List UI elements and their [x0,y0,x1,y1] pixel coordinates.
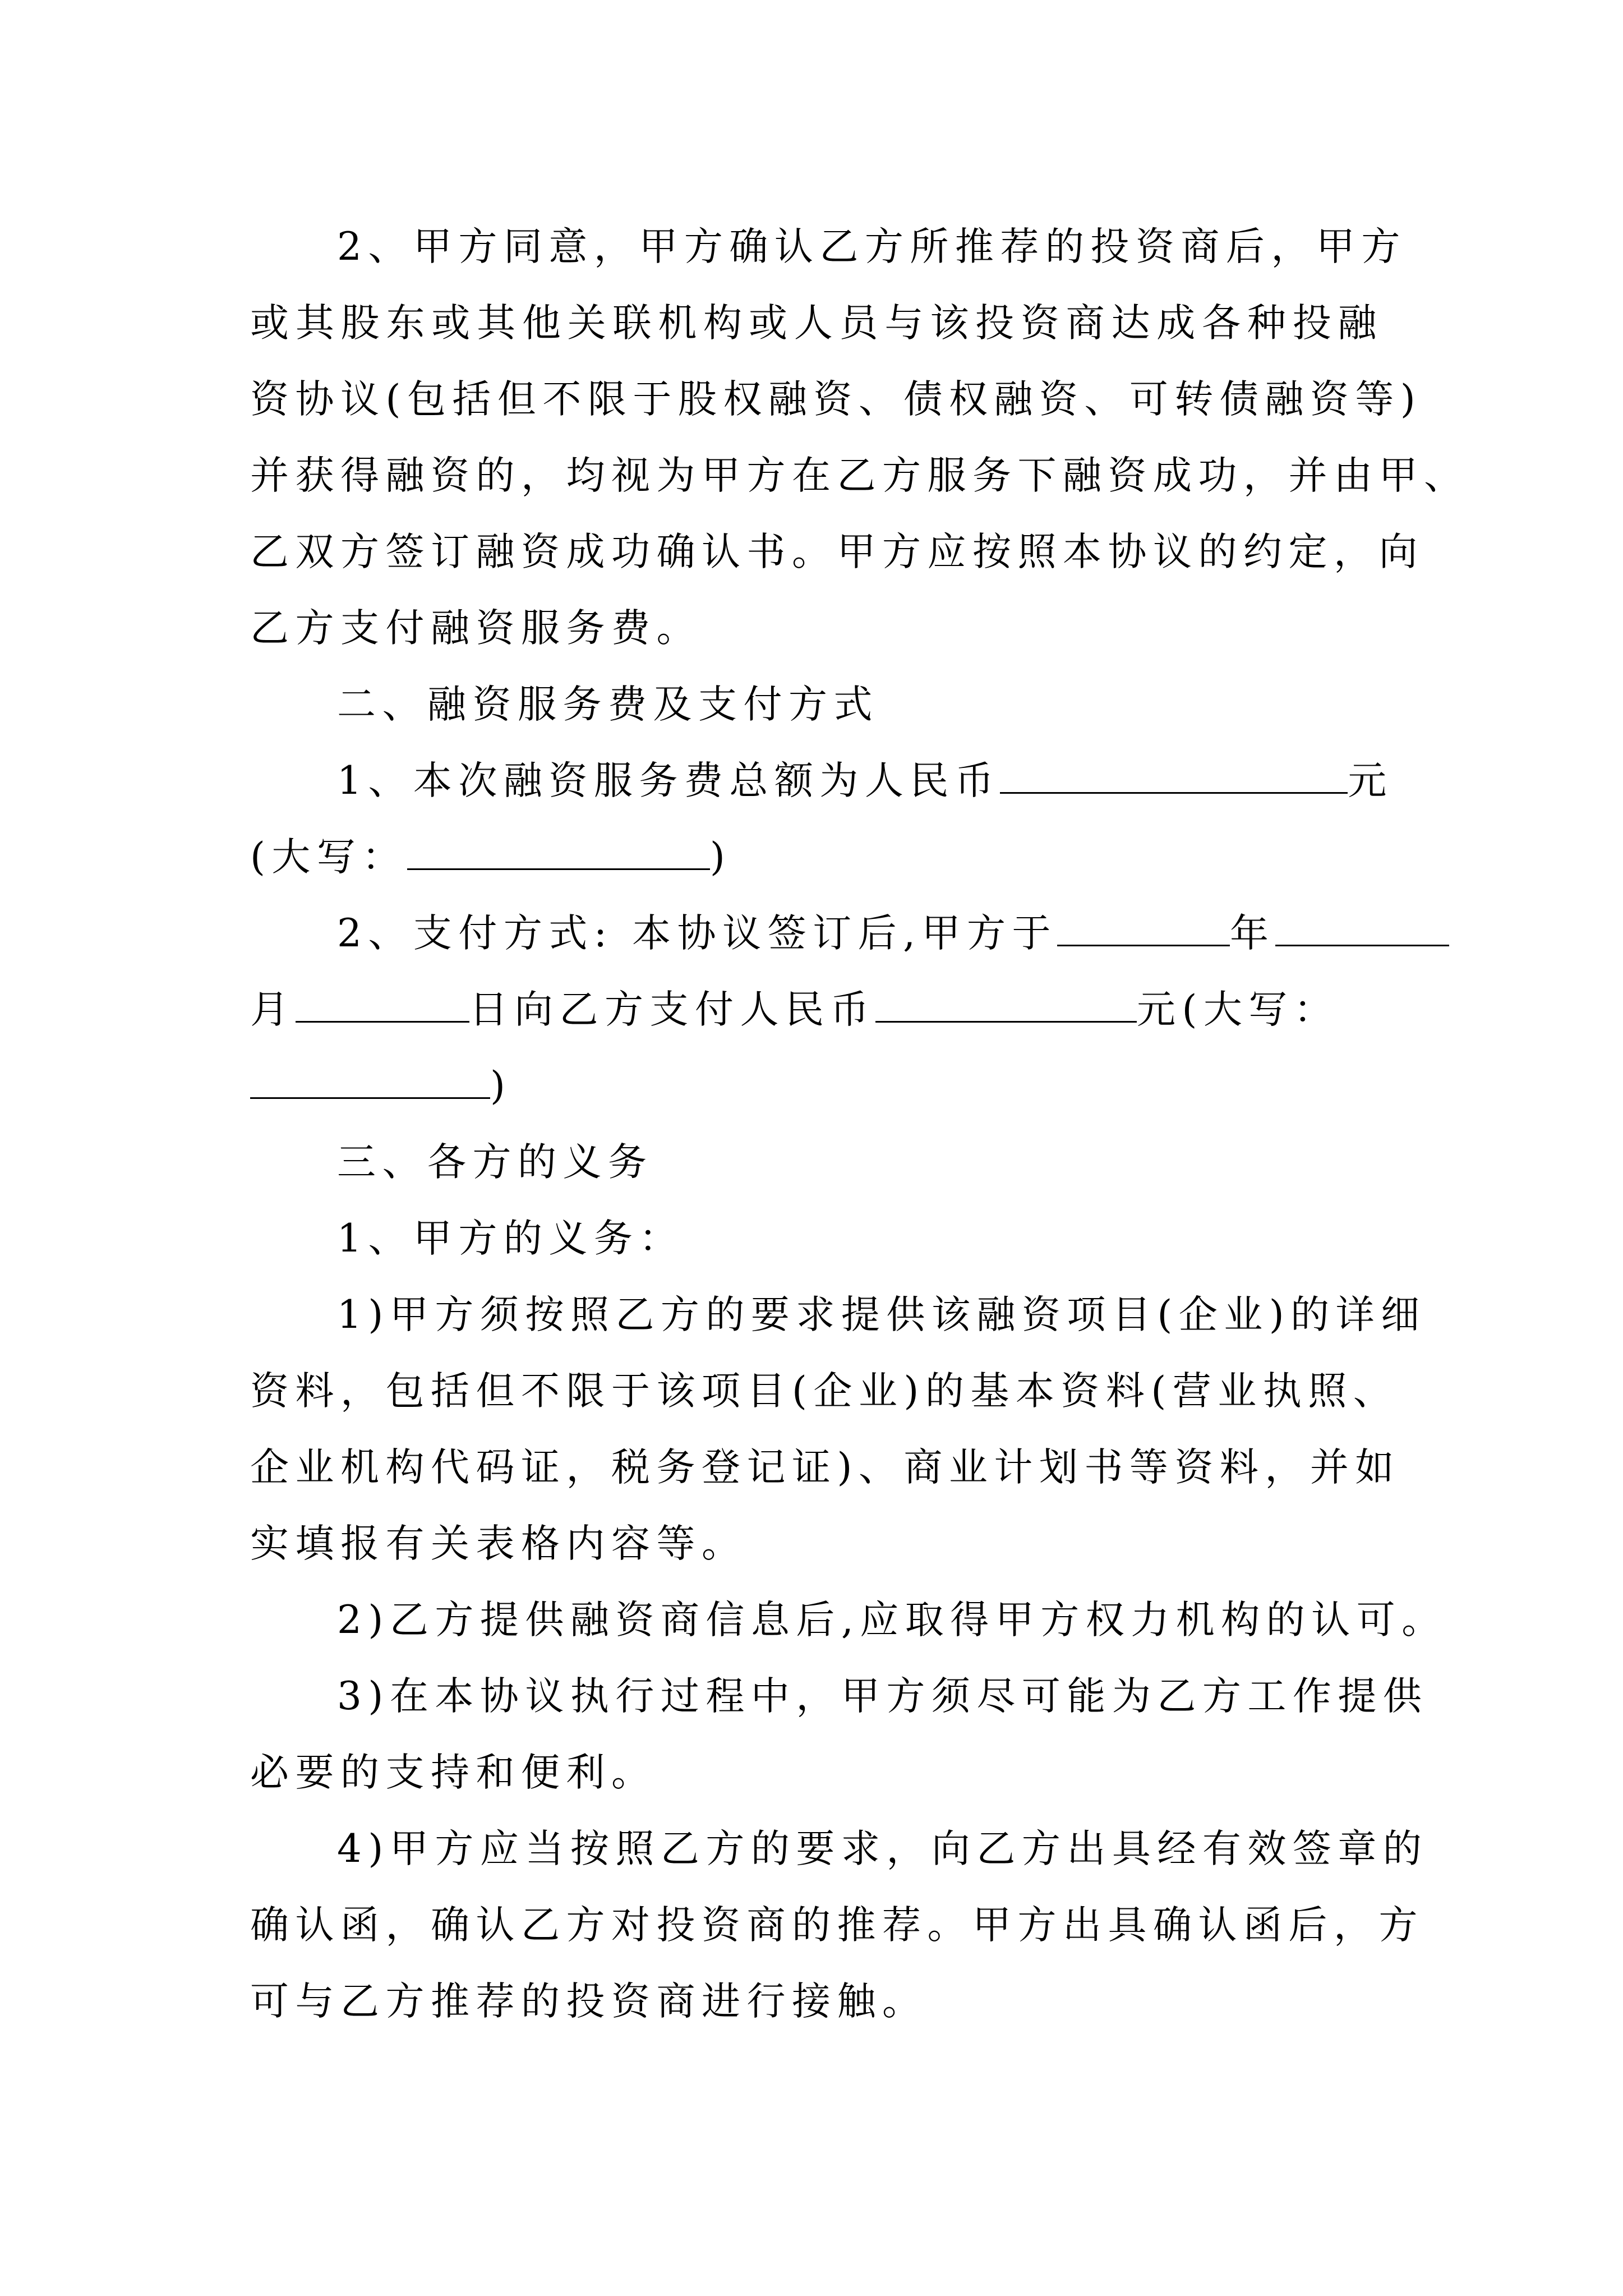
fee-total-prefix: 1、本次融资服务费总额为人民币 [337,758,1000,803]
fee-total-line [250,743,1393,819]
payment-day-text: 日向乙方支付人民币 [469,987,875,1032]
paragraph-line: 3)在本协议执行过程中，甲方须尽可能为乙方工作提供 [337,1674,1428,1719]
paragraph-line: 乙双方签订融资成功确认书。甲方应按照本协议的约定，向 [250,530,1424,574]
paragraph-line: 乙方支付融资服务费。 [250,606,702,651]
paragraph-line: 2)乙方提供融资商信息后,应取得甲方权力机构的认可。 [337,1598,1447,1642]
paragraph-line: 4)甲方应当按照乙方的要求，向乙方出具经有效签章的 [337,1826,1428,1871]
paragraph-line: 确认函，确认乙方对投资商的推荐。甲方出具确认函后，方 [250,1903,1424,1948]
payment-line-2 [250,972,1383,1048]
payment-line-3 [250,1048,1383,1124]
subsection-heading: 1、甲方的义务： [337,1216,684,1261]
paragraph-line: 或其股东或其他关联机构或人员与该投资商达成各种投融 [250,301,1383,346]
paragraph-line: 1)甲方须按照乙方的要求提供该融资项目(企业)的详细 [337,1292,1426,1337]
paragraph-line: 并获得融资的，均视为甲方在乙方服务下融资成功，并由甲、 [250,453,1469,498]
payment-year-label: 年 [1230,911,1275,956]
payment-prefix: 2、支付方式: 本协议签订后,甲方于 [337,911,1058,956]
paragraph-line: 必要的支持和便利。 [250,1750,657,1795]
paragraph-line: 资料，包括但不限于该项目(企业)的基本资料(营业执照、 [250,1369,1399,1414]
fee-caps-blank[interactable] [407,832,710,870]
paragraph-line: 可与乙方推荐的投资商进行接触。 [250,1979,928,2024]
document-page [250,209,1469,2040]
fee-caps-suffix: ) [709,835,732,880]
fee-caps-prefix: (大写： [250,835,407,880]
payment-unit-caps: 元(大写： [1137,987,1339,1032]
paragraph-line: 资协议(包括但不限于股权融资、债权融资、可转债融资等) [250,377,1422,422]
payment-month-blank[interactable] [1275,909,1449,946]
fee-unit: 元 [1348,758,1393,803]
section-heading: 三、各方的义务 [337,1140,653,1185]
paragraph-line: 企业机构代码证，税务登记证)、商业计划书等资料，并如 [250,1445,1400,1490]
payment-close: ) [490,1064,512,1108]
payment-year-blank[interactable] [1057,909,1230,946]
payment-amount-blank[interactable] [875,985,1137,1023]
payment-day-blank[interactable] [296,985,469,1023]
fee-amount-blank[interactable] [1000,756,1348,794]
section-heading: 二、融资服务费及支付方式 [337,682,879,727]
payment-month-label: 月 [250,987,296,1032]
payment-caps-blank[interactable] [250,1061,490,1099]
paragraph-line: 实填报有关表格内容等。 [250,1521,747,1566]
paragraph-line: 2、甲方同意，甲方确认乙方所推荐的投资商后，甲方 [337,224,1407,269]
fee-caps-line [250,819,1383,895]
payment-line-1 [250,895,1383,972]
